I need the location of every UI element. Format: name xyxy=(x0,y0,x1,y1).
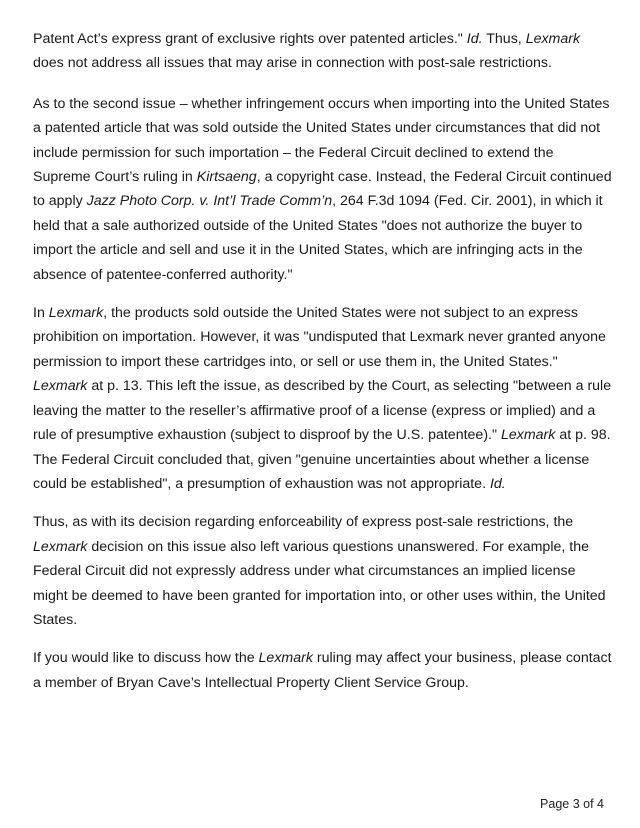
document-body xyxy=(33,27,613,709)
italic-text: Lexmark xyxy=(48,305,104,322)
text-run: at p. 13. This left the issue, as described by the Court, as selecting "between a rule leaving the matter to the reseller’s affirmative proof of a license (express or implied) and a rule of presumptive exhaustion (subject to disproof by the U.S. patentee)." xyxy=(33,378,612,444)
text-run: Thus, xyxy=(482,31,526,47)
paragraph-5 xyxy=(33,646,613,695)
text-run: at p. 98. The Federal Circuit concluded that, given "genuine uncertainties about whether a license could be established", a presumption of exhaustion was not appropriate. xyxy=(33,427,611,492)
text-run: does not address all issues that may arise in connection with post-sale restrictions. xyxy=(33,55,552,72)
text-run: , a copyright case. Instead, the Federal Circuit continued to apply xyxy=(33,169,612,210)
italic-text: Lexmark xyxy=(500,427,556,444)
text-run: , 264 F.3d 1094 (Fed. Cir. 2001), in which it held that a sale authorized outside of the United States "does not authorize the buyer to import the article and sell and use it in the United States, which are infringing acts in the absence of patentee-conferred authority." xyxy=(33,193,603,283)
text-run: As to the second issue – whether infringement occurs when importing into the United States a patented article that was sold outside the United States under circumstances that did not include permission for such importation – the Federal Circuit declined to extend the Supreme Court’s ruling in xyxy=(33,95,610,186)
italic-text: Lexmark xyxy=(33,538,88,555)
italic-text: Lexmark xyxy=(33,378,88,395)
text-run: decision on this issue also left various questions unanswered. For example, the Federal Circuit did not expressly address under what circumstances an implied license might be deemed to have been granted for importation into, or other uses within, the United States. xyxy=(33,538,606,628)
text-run: In xyxy=(33,305,49,322)
paragraph-1 xyxy=(33,27,613,76)
paragraph-4 xyxy=(33,510,613,632)
text-run: ruling may affect your business, please contact a member of Bryan Cave’s Intellectual Property Client Service Group. xyxy=(33,650,612,691)
text-run: Thus, as with its decision regarding enforceability of express post-sale restrictions, the xyxy=(33,514,574,531)
text-run: If you would like to discuss how the xyxy=(33,650,259,667)
italic-text: Lexmark xyxy=(525,31,581,47)
italic-text: Id. xyxy=(489,475,506,492)
text-run: , the products sold outside the United States were not subject to an express prohibition on importation. However, it was "undisputed that Lexmark never granted anyone permission to import these cartridges into, or sell or use them in, the United States." xyxy=(33,305,606,370)
italic-text: Lexmark xyxy=(258,650,313,667)
italic-text: Kirtsaeng xyxy=(196,169,257,186)
paragraph-3 xyxy=(33,301,613,496)
paragraph-2 xyxy=(33,92,613,287)
italic-text: Id. xyxy=(466,31,483,47)
page-number: Page 3 of 4 xyxy=(540,797,604,811)
text-run: Patent Act’s express grant of exclusive rights over patented articles." xyxy=(33,31,467,47)
italic-text: Jazz Photo Corp. v. Int’l Trade Comm’n xyxy=(86,193,333,210)
